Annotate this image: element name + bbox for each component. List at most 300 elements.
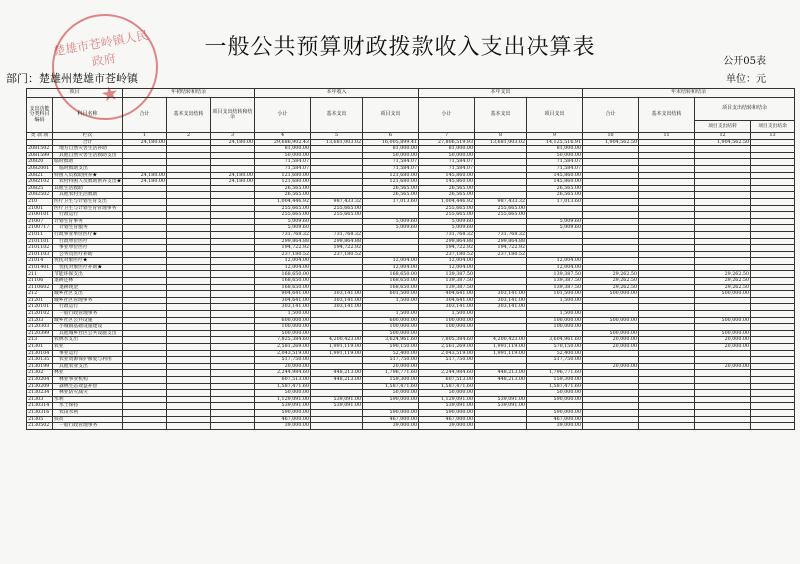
budget-table	[26, 88, 795, 430]
row-value	[167, 218, 211, 225]
row-value	[211, 245, 255, 252]
row-value: 12,004.00	[419, 264, 475, 271]
row-value	[751, 376, 795, 383]
row-value: 4,200,423.00	[475, 337, 527, 344]
row-value	[695, 198, 751, 205]
row-code: 21201	[27, 297, 53, 304]
row-value	[167, 212, 211, 219]
row-value: 121,680.00	[363, 179, 419, 186]
row-value	[311, 416, 363, 423]
row-code: 2100717	[27, 225, 53, 232]
row-value: 1,587,471.60	[527, 383, 583, 390]
row-value: 71,584.07	[419, 165, 475, 172]
row-code: 2120303	[27, 324, 53, 331]
row-value	[123, 251, 167, 258]
row-value	[475, 264, 527, 271]
row-value	[475, 152, 527, 159]
row-value	[639, 416, 695, 423]
row-code: 21007	[27, 218, 53, 225]
row-code: 2110602	[27, 284, 53, 291]
header-expend-total: 小计	[419, 98, 475, 133]
row-value: 517,750.00	[419, 357, 475, 364]
row-code: 2101103	[27, 251, 53, 258]
row-value: 24,180.00	[211, 139, 255, 146]
row-value	[211, 403, 255, 410]
row-name: 事业运行	[53, 350, 123, 357]
row-value	[639, 376, 695, 383]
table-row	[27, 357, 795, 364]
row-value	[639, 337, 695, 344]
row-value: 194,722.92	[255, 245, 311, 252]
row-value: 7,825,384.60	[255, 337, 311, 344]
row-value: 139,387.50	[527, 271, 583, 278]
row-value	[751, 172, 795, 179]
row-value	[695, 264, 751, 271]
row-value: 20,000.00	[695, 363, 751, 370]
row-value: 26,565.00	[419, 185, 475, 192]
row-value: 303,141.00	[311, 297, 363, 304]
row-value: 100,000.00	[419, 324, 475, 331]
row-value	[639, 212, 695, 219]
row-value	[695, 238, 751, 245]
row-value	[211, 376, 255, 383]
row-value	[639, 172, 695, 179]
row-value: 20,000.00	[255, 363, 311, 370]
row-value	[475, 258, 527, 265]
row-value: 539,091.00	[419, 403, 475, 410]
row-name: 行政单位医疗	[53, 238, 123, 245]
row-value	[211, 344, 255, 351]
row-value	[311, 218, 363, 225]
row-value: 39,000.00	[363, 423, 419, 430]
row-value	[167, 278, 211, 285]
row-value	[123, 271, 167, 278]
row-value	[475, 409, 527, 416]
row-value: 145,860.00	[527, 172, 583, 179]
row-value: 5,009.60	[527, 218, 583, 225]
row-value	[123, 245, 167, 252]
row-value	[695, 245, 751, 252]
row-value: 1,796,771.60	[527, 370, 583, 377]
row-name: 一般行政管理事务	[53, 311, 123, 318]
row-value: 237,180.52	[255, 251, 311, 258]
column-number: 6	[363, 133, 419, 140]
row-name: 临时救助	[53, 159, 123, 166]
row-value: 29,262.50	[583, 284, 639, 291]
table-row	[27, 390, 795, 397]
row-value: 304,641.00	[419, 297, 475, 304]
row-value	[211, 258, 255, 265]
row-value: 168,650.00	[255, 284, 311, 291]
row-value	[475, 423, 527, 430]
row-value	[639, 350, 695, 357]
row-value: 139,387.50	[419, 284, 475, 291]
table-row	[27, 146, 795, 153]
cols-label: 栏次	[53, 133, 123, 140]
row-value: 17,013.60	[527, 198, 583, 205]
row-value: 517,750.00	[255, 357, 311, 364]
table-row	[27, 311, 795, 318]
table-row	[27, 297, 795, 304]
row-value: 26,565.00	[363, 192, 419, 199]
row-value: 1,129,091.00	[419, 396, 475, 403]
row-code	[27, 139, 53, 146]
header-end-project: 项目支出结转和结余	[695, 98, 795, 121]
row-value	[583, 376, 639, 383]
row-value: 81,000.00	[419, 146, 475, 153]
row-value	[751, 350, 795, 357]
table-row	[27, 192, 795, 199]
row-value	[583, 258, 639, 265]
row-value	[751, 324, 795, 331]
table-row	[27, 205, 795, 212]
row-code: 2130314	[27, 403, 53, 410]
row-value	[639, 165, 695, 172]
row-value	[211, 212, 255, 219]
row-value	[167, 179, 211, 186]
row-value	[639, 304, 695, 311]
table-row	[27, 284, 795, 291]
row-value: 71,584.07	[527, 159, 583, 166]
row-value: 1,991,119.00	[475, 350, 527, 357]
row-value	[639, 225, 695, 232]
row-value: 139,387.50	[419, 271, 475, 278]
table-row	[27, 350, 795, 357]
row-value	[583, 304, 639, 311]
row-value	[167, 225, 211, 232]
row-value	[751, 423, 795, 430]
header-expend: 本年支出	[419, 89, 583, 98]
row-value: 24,180.00	[123, 179, 167, 186]
row-value	[167, 284, 211, 291]
row-value: 71,584.07	[419, 159, 475, 166]
row-value	[311, 383, 363, 390]
row-value	[639, 152, 695, 159]
row-value	[527, 363, 583, 370]
row-value	[475, 330, 527, 337]
row-value: 467,000.00	[419, 416, 475, 423]
row-value	[751, 304, 795, 311]
row-value	[751, 212, 795, 219]
row-value	[695, 370, 751, 377]
row-value	[695, 172, 751, 179]
row-value: 1,500.00	[255, 311, 311, 318]
table-row	[27, 139, 795, 146]
row-name: 其他农村生活救助	[53, 192, 123, 199]
row-name: 合计	[53, 139, 123, 146]
header-expend-project: 项目支出	[527, 98, 583, 133]
row-value: 1,500.00	[527, 311, 583, 318]
row-value: 600,000.00	[363, 317, 419, 324]
row-value	[363, 205, 419, 212]
header-begin-basic: 基本支出结转	[167, 98, 211, 133]
row-value	[751, 297, 795, 304]
row-value	[123, 284, 167, 291]
row-code: 2130316	[27, 409, 53, 416]
row-value	[167, 304, 211, 311]
row-value	[639, 357, 695, 364]
row-value	[123, 357, 167, 364]
header-income: 本年收入	[255, 89, 419, 98]
header-income-basic: 基本支出	[311, 98, 363, 133]
row-value	[311, 264, 363, 271]
row-value	[167, 152, 211, 159]
row-value: 5,009.60	[363, 225, 419, 232]
row-value	[639, 271, 695, 278]
row-value: 237,180.52	[475, 251, 527, 258]
header-row-1	[27, 89, 795, 98]
row-value	[311, 271, 363, 278]
row-value	[123, 423, 167, 430]
table-row	[27, 344, 795, 351]
column-number: 9	[527, 133, 583, 140]
row-value	[639, 205, 695, 212]
row-value	[123, 376, 167, 383]
row-value	[751, 271, 795, 278]
row-value: 24,180.00	[123, 172, 167, 179]
row-value: 139,387.50	[527, 278, 583, 285]
row-value: 29,262.50	[695, 284, 751, 291]
row-value	[363, 304, 419, 311]
row-value	[167, 251, 211, 258]
header-income-total: 小计	[255, 98, 311, 133]
row-value	[167, 416, 211, 423]
row-value: 255,665.00	[255, 205, 311, 212]
row-value	[123, 363, 167, 370]
row-value: 52,400.00	[527, 350, 583, 357]
row-value	[211, 297, 255, 304]
row-value	[211, 330, 255, 337]
row-value: 255,665.00	[419, 205, 475, 212]
row-value	[211, 350, 255, 357]
row-value: 2,043,519.00	[419, 350, 475, 357]
row-value: 12,004.00	[527, 264, 583, 271]
row-value	[123, 317, 167, 324]
row-code: 2101101	[27, 238, 53, 245]
row-value	[211, 409, 255, 416]
row-value	[583, 251, 639, 258]
row-value	[211, 337, 255, 344]
row-value: 71,584.07	[363, 165, 419, 172]
row-value	[639, 245, 695, 252]
row-value	[695, 152, 751, 159]
row-value: 1,904,562.50	[695, 139, 751, 146]
row-value: 101,500.00	[527, 291, 583, 298]
row-value	[751, 192, 795, 199]
table-row	[27, 225, 795, 232]
row-value	[639, 297, 695, 304]
header-expend-basic: 基本支出	[475, 98, 527, 133]
row-value	[583, 172, 639, 179]
row-value	[211, 205, 255, 212]
row-name: 林业防灾减灾	[53, 390, 123, 397]
row-value: 404,641.00	[419, 291, 475, 298]
row-value: 987,433.32	[475, 198, 527, 205]
row-value	[123, 297, 167, 304]
row-value	[583, 264, 639, 271]
row-value	[639, 311, 695, 318]
row-value: 590,000.00	[363, 396, 419, 403]
row-value	[751, 198, 795, 205]
row-value	[211, 304, 255, 311]
row-value: 100,000.00	[527, 317, 583, 324]
row-value	[211, 284, 255, 291]
column-number: 10	[583, 133, 639, 140]
row-value	[475, 218, 527, 225]
row-value	[211, 185, 255, 192]
table-row	[27, 245, 795, 252]
row-name: 农业资源保护修复与利用	[53, 357, 123, 364]
row-value	[475, 146, 527, 153]
row-value: 12,004.00	[419, 258, 475, 265]
row-value	[167, 231, 211, 238]
row-value: 1,500.00	[363, 311, 419, 318]
row-value: 159,300.00	[363, 376, 419, 383]
row-value	[583, 238, 639, 245]
row-value	[583, 212, 639, 219]
row-code: 21203	[27, 317, 53, 324]
row-value: 168,650.00	[363, 271, 419, 278]
row-value	[695, 297, 751, 304]
row-value	[751, 337, 795, 344]
table-row	[27, 370, 795, 377]
row-value	[583, 324, 639, 331]
row-value	[167, 245, 211, 252]
row-value: 139,387.50	[419, 278, 475, 285]
row-value: 5,009.60	[363, 218, 419, 225]
row-value	[751, 205, 795, 212]
row-value	[123, 218, 167, 225]
row-value	[639, 396, 695, 403]
row-value	[311, 317, 363, 324]
row-value	[583, 350, 639, 357]
row-value	[123, 238, 167, 245]
row-value: 255,665.00	[475, 205, 527, 212]
row-code: 2081502	[27, 146, 53, 153]
row-value: 100,000.00	[527, 324, 583, 331]
row-value	[211, 146, 255, 153]
row-name: 公务员医疗补助	[53, 251, 123, 258]
row-name: 农林水支出	[53, 337, 123, 344]
row-value	[167, 337, 211, 344]
row-value	[167, 423, 211, 430]
table-row	[27, 403, 795, 410]
row-value: 1,587,471.60	[363, 383, 419, 390]
row-value	[123, 370, 167, 377]
row-code: 2130209	[27, 383, 53, 390]
row-value	[167, 350, 211, 357]
row-value	[751, 245, 795, 252]
row-code: 2120101	[27, 304, 53, 311]
row-value	[211, 231, 255, 238]
row-name: 优抚对象医疗补助★	[53, 264, 123, 271]
column-index-row	[27, 133, 795, 140]
row-value	[167, 159, 211, 166]
row-value: 20,000.00	[583, 363, 639, 370]
row-value	[751, 231, 795, 238]
row-value: 24,180.00	[211, 179, 255, 186]
row-name: 扶贫	[53, 416, 123, 423]
table-row	[27, 179, 795, 186]
row-code: 21106	[27, 278, 53, 285]
table-row	[27, 258, 795, 265]
row-value	[583, 297, 639, 304]
row-value: 590,000.00	[527, 396, 583, 403]
row-value: 20,000.00	[363, 363, 419, 370]
row-code: 2081599	[27, 152, 53, 159]
row-value: 71,584.07	[255, 165, 311, 172]
row-value: 1,500.00	[419, 311, 475, 318]
row-value	[583, 409, 639, 416]
row-code: 2120399	[27, 330, 53, 337]
row-value: 145,860.00	[527, 179, 583, 186]
row-value	[123, 165, 167, 172]
row-value	[751, 390, 795, 397]
row-value: 590,000.00	[363, 409, 419, 416]
row-value	[123, 396, 167, 403]
column-number: 7	[419, 133, 475, 140]
row-value: 539,091.00	[311, 403, 363, 410]
row-value	[583, 370, 639, 377]
row-value	[167, 409, 211, 416]
row-code: 21303	[27, 396, 53, 403]
row-value	[211, 278, 255, 285]
row-name: 水土保持	[53, 403, 123, 410]
row-value	[167, 390, 211, 397]
row-value: 500,000.00	[695, 330, 751, 337]
row-value	[527, 212, 583, 219]
row-value	[211, 218, 255, 225]
row-value	[123, 185, 167, 192]
row-value	[363, 238, 419, 245]
header-row-2	[27, 98, 795, 121]
row-value: 1,500.00	[363, 297, 419, 304]
row-value: 12,004.00	[255, 258, 311, 265]
row-value	[123, 350, 167, 357]
row-name: 城乡社区公共设施	[53, 317, 123, 324]
row-value	[123, 403, 167, 410]
row-value	[751, 179, 795, 186]
row-value: 299,864.88	[255, 238, 311, 245]
row-value	[527, 403, 583, 410]
row-value: 1,904,562.50	[583, 139, 639, 146]
row-name: 医疗卫生与计划生育支出	[53, 198, 123, 205]
row-name: 计划生育事务	[53, 218, 123, 225]
row-name: 森林生态效益补偿	[53, 383, 123, 390]
row-value	[475, 225, 527, 232]
row-value	[167, 205, 211, 212]
row-value	[695, 192, 751, 199]
row-code: 2130104	[27, 350, 53, 357]
row-name: 其他自然灾害生活救助支出	[53, 152, 123, 159]
row-value: 39,000.00	[419, 423, 475, 430]
row-value	[123, 344, 167, 351]
row-value	[167, 192, 211, 199]
table-row	[27, 185, 795, 192]
row-code: 21011	[27, 231, 53, 238]
row-value: 237,180.52	[311, 251, 363, 258]
row-value	[311, 192, 363, 199]
column-number: 13	[751, 133, 795, 140]
header-begin-total: 合计	[123, 98, 167, 133]
row-value: 20,000.00	[695, 337, 751, 344]
row-value	[751, 159, 795, 166]
row-value	[167, 198, 211, 205]
row-code: 21014	[27, 258, 53, 265]
row-value: 24,180.00	[123, 139, 167, 146]
table-row	[27, 363, 795, 370]
table-row	[27, 159, 795, 166]
